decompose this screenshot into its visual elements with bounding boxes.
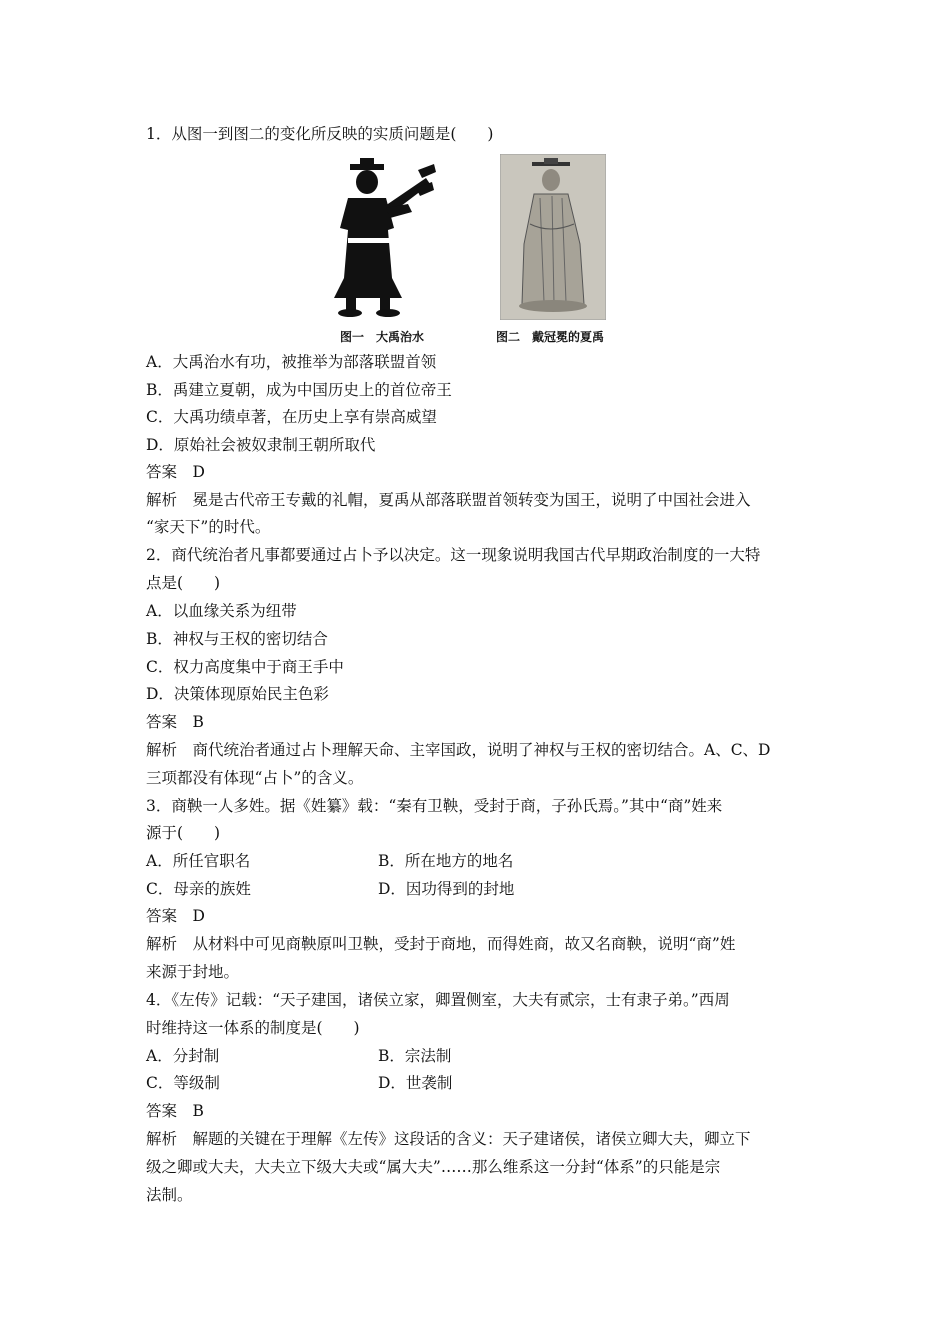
q4-option-b: B．宗法制 [378, 1047, 452, 1065]
figure1-yu-silhouette [330, 158, 440, 323]
q3-option-c: C．母亲的族姓 [146, 880, 251, 898]
q1-answer: 答案 D [146, 463, 205, 481]
q3-stem-cont: 源于( ) [146, 824, 221, 842]
q3-analysis: 解析 从材料中可见商鞅原叫卫鞅，受封于商地，而得姓商，故又名商鞅，说明“商”姓 [146, 935, 736, 953]
q1-option-c: C．大禹功绩卓著，在历史上享有崇高威望 [146, 408, 437, 426]
q1-option-b: B．禹建立夏朝，成为中国历史上的首位帝王 [146, 381, 452, 399]
figure2-caption: 图二 戴冠冕的夏禹 [496, 330, 605, 344]
q2-analysis-cont: 三项都没有体现“占卜”的含义。 [146, 769, 364, 787]
q2-stem: 2．商代统治者凡事都要通过占卜予以决定。这一现象说明我国古代早期政治制度的一大特 [146, 546, 761, 564]
q3-analysis-cont: 来源于封地。 [146, 963, 240, 981]
q2-analysis: 解析 商代统治者通过占卜理解天命、主宰国政，说明了神权与王权的密切结合。A、C、D [146, 741, 771, 759]
q4-option-c: C．等级制 [146, 1074, 220, 1092]
q4-option-a: A．分封制 [146, 1047, 220, 1065]
q4-stem-cont: 时维持这一体系的制度是( ) [146, 1019, 360, 1037]
q2-stem-cont: 点是( ) [146, 574, 221, 592]
q4-analysis: 解析 解题的关键在于理解《左传》这段话的含义：天子建诸侯，诸侯立卿大夫，卿立下 [146, 1130, 751, 1148]
q1-option-d: D．原始社会被奴隶制王朝所取代 [146, 436, 376, 454]
q1-analysis: 解析 冕是古代帝王专戴的礼帽，夏禹从部落联盟首领转变为国王，说明了中国社会进入 [146, 491, 751, 509]
q4-stem: 4．《左传》记载：“天子建国，诸侯立家，卿置侧室，大夫有贰宗，士有隶子弟。”西周 [146, 991, 730, 1009]
q1-analysis-cont: “家天下”的时代。 [146, 518, 271, 536]
q2-option-a: A．以血缘关系为纽带 [146, 602, 297, 620]
q3-option-d: D．因功得到的封地 [378, 880, 515, 898]
q2-option-b: B．神权与王权的密切结合 [146, 630, 328, 648]
q3-option-b: B．所在地方的地名 [378, 852, 514, 870]
q4-option-d: D．世袭制 [378, 1074, 453, 1092]
q3-answer: 答案 D [146, 907, 205, 925]
q1-option-a: A．大禹治水有功，被推举为部落联盟首领 [146, 353, 437, 371]
q2-option-d: D．决策体现原始民主色彩 [146, 685, 329, 703]
q4-answer: 答案 B [146, 1102, 204, 1120]
figure1-caption: 图一 大禹治水 [340, 330, 425, 344]
figure2-xiayu-painting [500, 154, 606, 320]
q3-stem: 3．商鞅一人多姓。据《姓纂》载：“秦有卫鞅，受封于商，子孙氏焉。”其中“商”姓来 [146, 797, 723, 815]
q4-analysis-cont: 级之卿或大夫，大夫立下级大夫或“属大夫”……那么维系这一分封“体系”的只能是宗 [146, 1158, 721, 1176]
q1-stem: 1．从图一到图二的变化所反映的实质问题是( ) [146, 125, 494, 143]
q2-option-c: C．权力高度集中于商王手中 [146, 658, 344, 676]
q4-analysis-end: 法制。 [146, 1186, 193, 1204]
q3-option-a: A．所任官职名 [146, 852, 251, 870]
q2-answer: 答案 B [146, 713, 204, 731]
q1-figures [330, 150, 620, 350]
